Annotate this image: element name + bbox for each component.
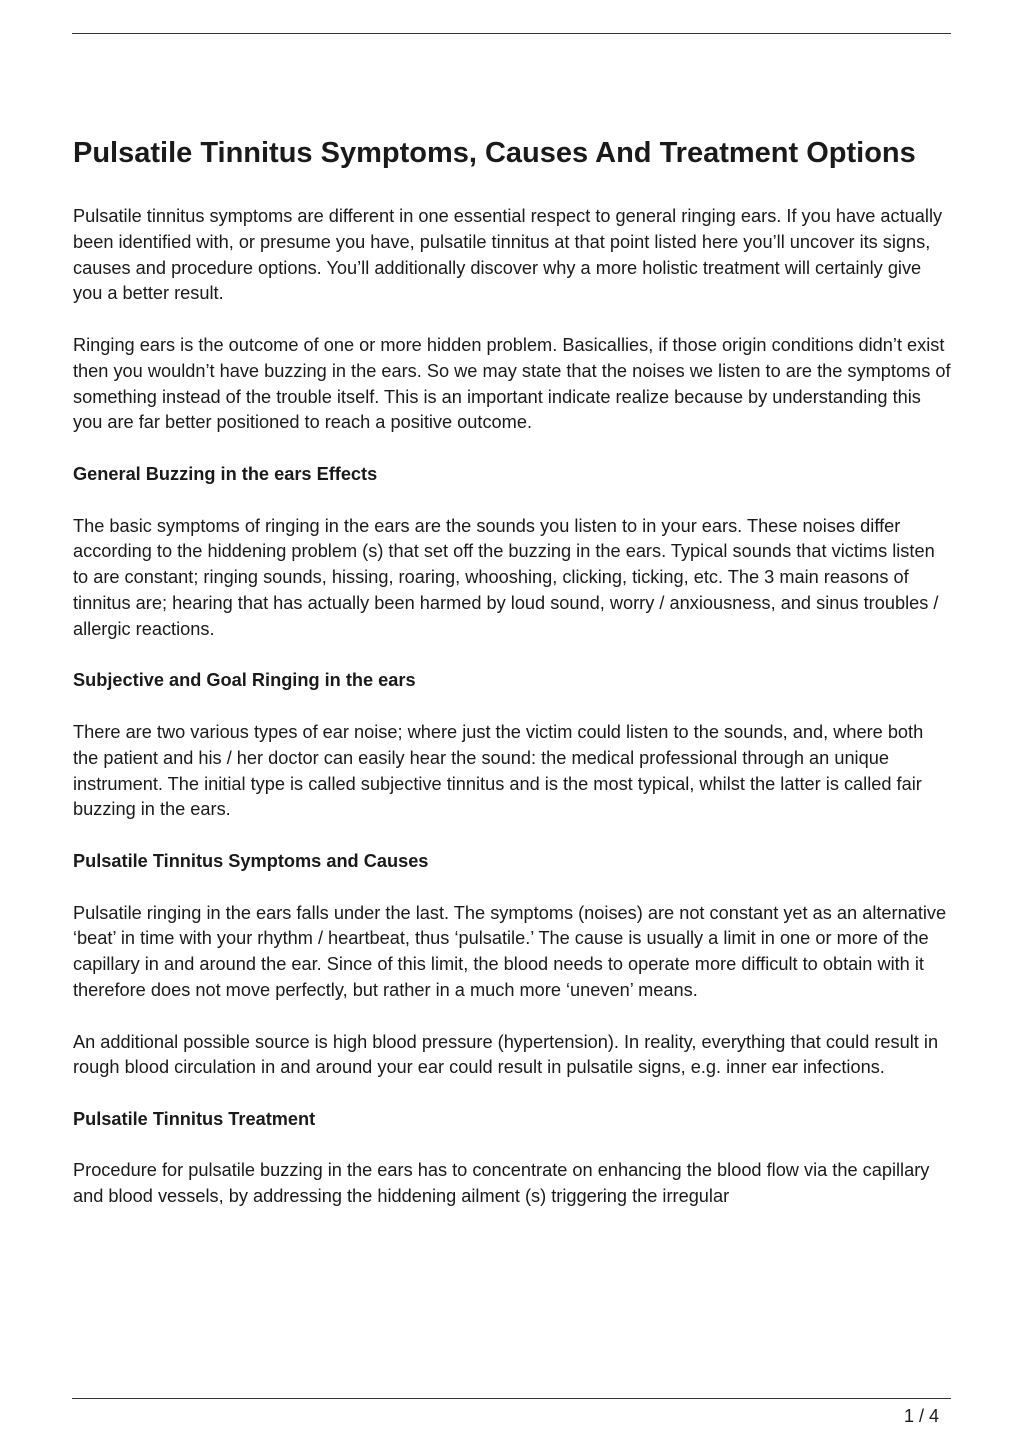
section-heading: Subjective and Goal Ringing in the ears — [73, 670, 416, 691]
section-heading: Pulsatile Tinnitus Symptoms and Causes — [73, 850, 429, 871]
section-heading: Pulsatile Tinnitus Treatment — [73, 1108, 316, 1129]
paragraph: Pulsatile ringing in the ears falls under the last. The symptoms (noises) are not constant yet as an alternative ‘beat’ in time with your rhythm / heartbeat, thus ‘pulsatile.’ The cause is usually a limit in one or more of the capillary in and around the ear. Since of this limit, the blood needs to operate more difficult to obtain with it therefore does not move perfectly, but rather in a much more ‘uneven’ means. — [73, 902, 947, 1000]
document-body — [73, 134, 953, 1236]
section-heading: General Buzzing in the ears Effects — [73, 463, 378, 484]
page-number: 1 / 4 — [903, 1406, 939, 1426]
header-rule — [72, 33, 951, 34]
paragraph: Pulsatile tinnitus symptoms are different in one essential respect to general ringing ears. If you have actually been identified with, or presume you have, pulsatile tinnitus at that point listed here you’ll uncover its signs, causes and procedure options. You’ll additionally discover why a more holistic treatment will certainly give you a better result. — [73, 206, 943, 304]
paragraph: There are two various types of ear noise; where just the victim could listen to the sounds, and, where both the patient and his / her doctor can easily hear the sound: the medical professional through an unique instrument. The initial type is called subjective tinnitus and is the most typical, whilst the latter is called fair buzzing in the ears. — [73, 721, 924, 820]
paragraph: Ringing ears is the outcome of one or more hidden problem. Basicallies, if those origin conditions didn’t exist then you wouldn’t have buzzing in the ears. So we may state that the noises we listen to are the symptoms of something instead of the trouble itself. This is an important indicate realize because by understanding this you are far better positioned to reach a positive outcome. — [73, 334, 951, 433]
document-title: Pulsatile Tinnitus Symptoms, Causes And Treatment Options — [73, 137, 916, 169]
footer-rule — [72, 1398, 951, 1399]
paragraph: An additional possible source is high blood pressure (hypertension). In reality, everything that could result in rough blood circulation in and around your ear could result in pulsatile signs, e.g. inner ear infections. — [73, 1031, 939, 1078]
paragraph: The basic symptoms of ringing in the ears are the sounds you listen to in your ears. These noises differ according to the hiddening problem (s) that set off the buzzing in the ears. Typical sounds that victims listen to are constant; ringing sounds, hissing, roaring, whooshing, clicking, ticking, etc. The 3 main reasons of tinnitus are; hearing that has actually been harmed by loud sound, worry / anxiousness, and sinus troubles / allergic reactions. — [73, 515, 939, 639]
paragraph: Procedure for pulsatile buzzing in the ears has to concentrate on enhancing the blood flow via the capillary and blood vessels, by addressing the hiddening ailment (s) triggering the irregular — [73, 1160, 930, 1207]
